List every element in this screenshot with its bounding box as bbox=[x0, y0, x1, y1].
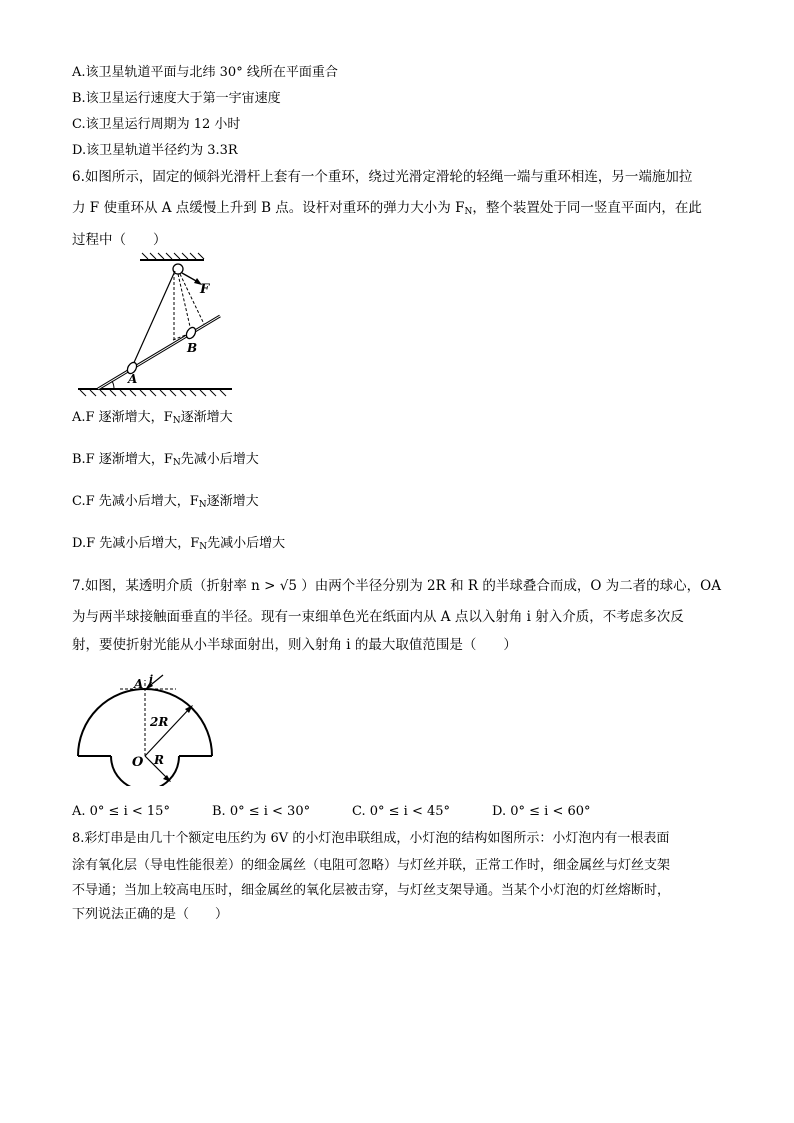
q6-option-b: B.F 逐渐增大，$F_N$先减小后增大 bbox=[72, 452, 259, 468]
label-a: A bbox=[134, 677, 144, 691]
small-hemisphere bbox=[111, 756, 179, 786]
label-b: B bbox=[187, 341, 198, 355]
q7-option-a: A. 0° ≤ i < 15° bbox=[72, 804, 170, 819]
q7-stem-line-3: 射，要使折射光能从小半球面射出，则入射角 i 的最大取值范围是（ ） bbox=[72, 637, 517, 653]
q5-option-a: A.该卫星轨道平面与北纬 30° 线所在平面重合 bbox=[72, 65, 338, 80]
q7-option-d: D. 0° ≤ i < 60° bbox=[492, 804, 591, 819]
q8-stem-line-2: 涂有氧化层（导电性能很差）的细金属丝（电阻可忽略）与灯丝并联，正常工作时，细金属丝与灯丝支架 bbox=[72, 858, 671, 873]
q8-stem-line-4: 下列说法正确的是（ ） bbox=[72, 907, 229, 922]
q7-stem-line-2: 为与两半球接触面垂直的半径。现有一束细单色光在纸面内从 A 点以入射角 i 射入介质，不考虑多次反 bbox=[72, 609, 684, 625]
label-r: R bbox=[154, 753, 164, 767]
q6-stem-line-2: 力 F 使重环从 A 点缓慢上升到 B 点。设杆对重环的弹力大小为 $F_N$，整个装置处于同一竖直平面内，在此 bbox=[72, 200, 702, 217]
q7-option-c: C. 0° ≤ i < 45° bbox=[352, 804, 451, 819]
rope bbox=[132, 271, 175, 367]
q5-option-b: B.该卫星运行速度大于第一宇宙速度 bbox=[72, 91, 281, 106]
label-2r: 2R bbox=[150, 715, 169, 729]
q6-option-a: A.F 逐渐增大，$F_N$逐渐增大 bbox=[72, 410, 233, 426]
q6-option-d: D.F 先减小后增大，$F_N$先减小后增大 bbox=[72, 536, 286, 552]
q5-option-d: D.该卫星轨道半径约为 3.3R bbox=[72, 143, 238, 158]
q8-stem-line-1: 8.彩灯串是由几十个额定电压约为 6V 的小灯泡串联组成，小灯泡的结构如图所示：小灯泡内有一根表面 bbox=[72, 831, 670, 846]
label-a: A bbox=[128, 372, 138, 386]
q7-hemisphere-figure bbox=[72, 666, 222, 786]
q6-stem-line-1: 6.如图所示，固定的倾斜光滑杆上套有一个重环，绕过光滑定滑轮的轻绳一端与重环相连，另一端施加拉 bbox=[72, 169, 693, 185]
q7-option-b: B. 0° ≤ i < 30° bbox=[212, 804, 311, 819]
label-f: F bbox=[200, 282, 210, 297]
label-i: i bbox=[149, 673, 154, 686]
q5-option-c: C.该卫星运行周期为 12 小时 bbox=[72, 117, 241, 132]
q6-stem-line-3: 过程中（ ） bbox=[72, 232, 167, 248]
q7-stem-line-1: 7.如图，某透明介质（折射率 n > √5 ）由两个半径分别为 2R 和 R 的半球叠合而成，O 为二者的球心，OA bbox=[72, 578, 722, 594]
q6-option-c: C.F 先减小后增大，$F_N$逐渐增大 bbox=[72, 494, 259, 510]
ring-b bbox=[185, 326, 198, 340]
q6-pulley-figure bbox=[70, 252, 240, 402]
label-o: O bbox=[132, 755, 144, 770]
q8-stem-line-3: 不导通；当加上较高电压时，细金属丝的氧化层被击穿，与灯丝支架导通。当某个小灯泡的灯丝熔断时， bbox=[72, 883, 671, 898]
